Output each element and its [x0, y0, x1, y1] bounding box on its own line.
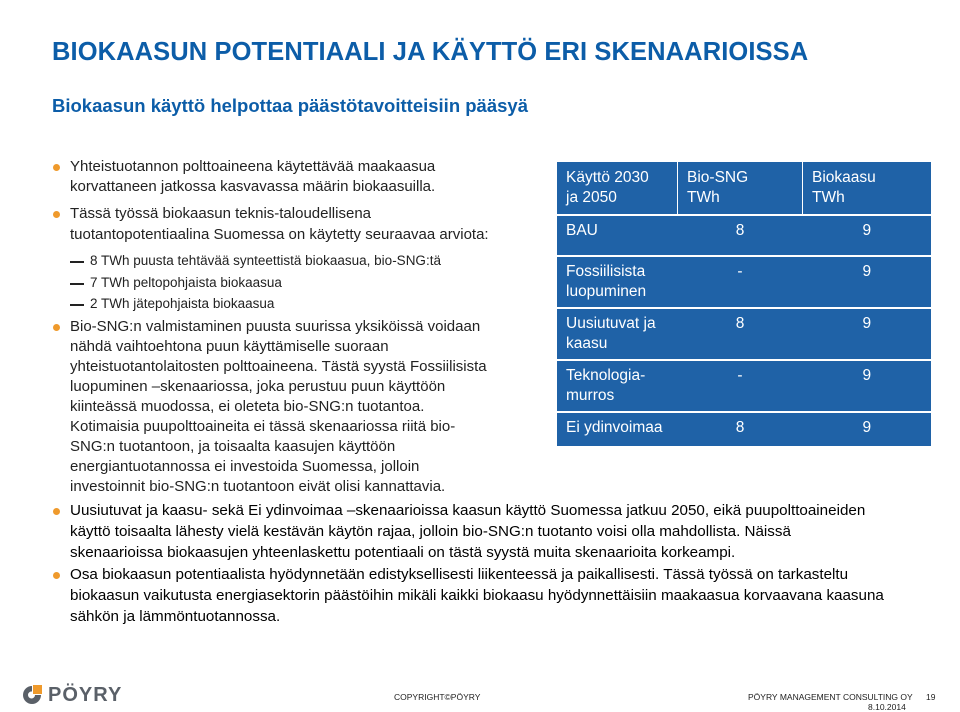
table-row — [557, 256, 931, 308]
sub-bullet-text: 8 TWh puusta tehtävää synteettistä biokaasua, bio-SNG:tä — [90, 253, 441, 268]
footer-date: 8.10.2014 — [868, 702, 906, 712]
scenario-line: luopuminen — [566, 283, 647, 300]
scenario-line: Ei ydinvoimaa — [566, 419, 663, 436]
header-line: Biokaasu — [812, 169, 876, 186]
biokaasu-cell: 9 — [803, 308, 932, 360]
header-line: Käyttö 2030 — [566, 169, 649, 186]
scenario-cell — [557, 308, 678, 360]
scenario-cell — [557, 360, 678, 412]
scenario-line: BAU — [566, 222, 598, 239]
sub-bullet-dash — [70, 304, 84, 306]
sub-bullet-dash — [70, 261, 84, 263]
scenario-line: Uusiutuvat ja — [566, 315, 656, 332]
header-biokaasu — [803, 162, 932, 215]
sub-bullet-text: 2 TWh jätepohjaista biokaasua — [90, 296, 275, 311]
bullet-dot — [53, 508, 60, 515]
scenario-line: kaasu — [566, 335, 608, 352]
bio-sng-cell: - — [678, 256, 803, 308]
bullet-text: SNG:n tuotantoon, ja toisaalta kaasujen käyttöön — [70, 438, 396, 455]
header-line: ja 2050 — [566, 189, 617, 206]
header-line: TWh — [812, 189, 845, 206]
bio-sng-cell: 8 — [678, 412, 803, 446]
sub-bullet-dash — [70, 283, 84, 285]
bullet-text: biokaasun vaikutusta energiasektorin päästöihin mikäli kaikki biokaasu hyödynnettäisiin maakaasua korvaavana kaasuna — [70, 587, 884, 604]
biokaasu-cell: 9 — [803, 360, 932, 412]
bullet-text: tuotantopotentiaalina Suomessa on käytetty seuraavaa arviota: — [70, 226, 489, 243]
logo-text: PÖYRY — [48, 684, 123, 706]
scenario-cell — [557, 256, 678, 308]
bullet-text: käyttö toisaalta lähesty vielä kestävän käytön rajaa, jolloin bio-SNG:n tuotanto voisi olla mahdollista. Näissä — [70, 523, 791, 540]
scenario-cell — [557, 215, 678, 256]
scenario-line: Fossiilisista — [566, 263, 646, 280]
table-row — [557, 215, 931, 256]
header-scenario — [557, 162, 678, 215]
bullet-text: nähdä vaihtoehtona puun käyttämiselle suoraan — [70, 338, 389, 355]
header-bio-sng — [678, 162, 803, 215]
page-subtitle: Biokaasun käyttö helpottaa päästötavoitteisiin pääsyä — [52, 95, 529, 116]
biokaasu-cell: 9 — [803, 215, 932, 256]
bullet-dot — [53, 572, 60, 579]
sub-bullet-text: 7 TWh peltopohjaista biokaasua — [90, 275, 282, 290]
bullet-text: korvattaneen jatkossa kasvavassa määrin biokaasuilla. — [70, 178, 436, 195]
biokaasu-cell: 9 — [803, 256, 932, 308]
bullet-text: Bio-SNG:n valmistaminen puusta suurissa yksiköissä voidaan — [70, 318, 481, 335]
bullet-text: Yhteistuotannon polttoaineena käytettävää maakaasua — [70, 158, 436, 175]
bullet-dot — [53, 164, 60, 171]
table-row — [557, 412, 931, 446]
table-row — [557, 308, 931, 360]
bullet-text: investoinnit bio-SNG:n tuotantoon eivät olisi kannattavia. — [70, 478, 446, 495]
page-number: 19 — [926, 692, 936, 702]
bullet-text: kiinteässä muodossa, ei oleteta bio-SNG:n tuotantoa. — [70, 398, 425, 415]
header-line: Bio-SNG — [687, 169, 749, 186]
bullet-text: luopuminen –skenaariossa, joka perustuu puun käyttöön — [70, 378, 446, 395]
header-line: TWh — [687, 189, 720, 206]
bullet-text: sähkön ja lämmöntuotannossa. — [70, 608, 281, 625]
scenario-table — [557, 162, 931, 446]
biokaasu-cell: 9 — [803, 412, 932, 446]
scenario-line: Teknologia- — [566, 367, 646, 384]
bullet-text: Osa biokaasun potentiaalista hyödynnetään edistyksellisesti liikenteessä ja paikallisesti. Tässä työssä on tarkasteltu — [70, 566, 849, 583]
bullet-dot — [53, 211, 60, 218]
company-name: PÖYRY MANAGEMENT CONSULTING OY — [748, 692, 913, 702]
bio-sng-cell: 8 — [678, 308, 803, 360]
table-row — [557, 360, 931, 412]
poyry-logo-icon — [20, 684, 44, 706]
bullet-text: Tässä työssä biokaasun teknis-taloudellisena — [70, 205, 372, 222]
bio-sng-cell: - — [678, 360, 803, 412]
bullet-text: Uusiutuvat ja kaasu- sekä Ei ydinvoimaa –skenaarioissa kaasun käyttö Suomessa jatkuu 2050, eikä puupolttoaineiden — [70, 502, 866, 519]
copyright: COPYRIGHT©PÖYRY — [394, 692, 481, 702]
bio-sng-cell: 8 — [678, 215, 803, 256]
bullet-text: energiantuotannossa ei investoida Suomessa, jolloin — [70, 458, 420, 475]
scenario-cell — [557, 412, 678, 446]
scenario-line: murros — [566, 387, 615, 404]
page-title: BIOKAASUN POTENTIAALI JA KÄYTTÖ ERI SKENAARIOISSA — [52, 38, 809, 66]
bullet-text: yhteistuotantolaitosten polttoaineena. Tästä syystä Fossiilisista — [70, 358, 487, 375]
bullet-dot — [53, 324, 60, 331]
table-header-row — [557, 162, 931, 215]
bullet-text: skenaarioissa biokaasujen yhteenlaskettu potentiaali on tästä syystä muita skenaarioita korkeampi. — [70, 544, 736, 561]
bullet-text: Kotimaisia puupolttoaineita ei tässä skenaariossa riitä bio- — [70, 418, 456, 435]
